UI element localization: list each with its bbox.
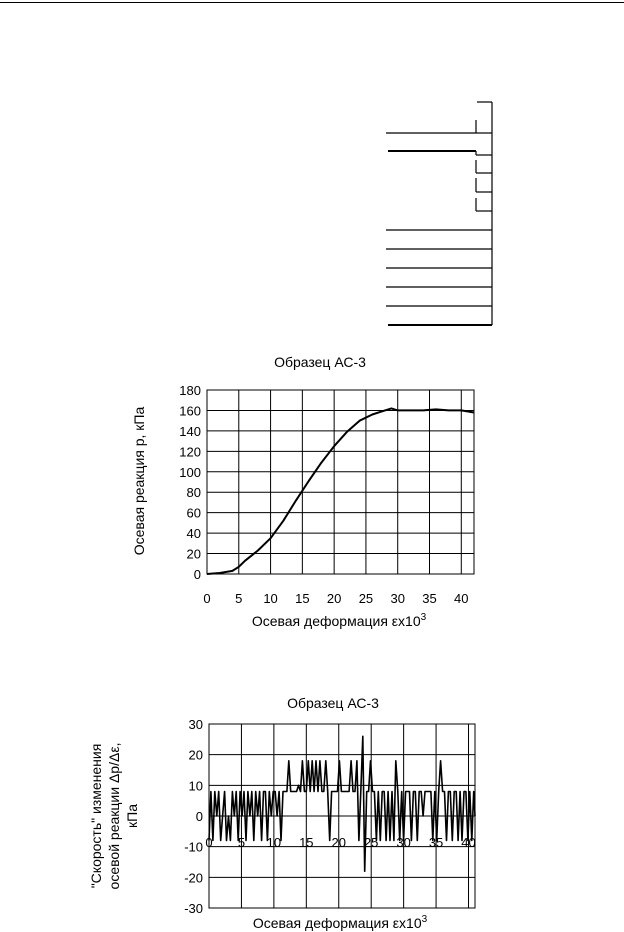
x-tick-label: 30 (390, 591, 405, 606)
y-tick-label: 20 (188, 747, 203, 763)
y-tick-label: 0 (193, 567, 201, 582)
x-tick-label: 0 (205, 835, 213, 850)
x-axis-label (252, 612, 427, 629)
x-axis-label-text: Осевая деформация εx10 (251, 613, 421, 629)
y-tick-label: 10 (188, 778, 203, 794)
chart-grid (207, 390, 474, 574)
y-tick-label: -30 (184, 901, 203, 916)
chart-reaction-rate (0, 690, 624, 932)
x-tick-label: 20 (326, 591, 342, 606)
y-axis-label: Осевая реакция р, кПа (131, 406, 147, 556)
x-tick-labels (203, 591, 468, 606)
chart-title: Образец АС-3 (274, 354, 366, 370)
y-tick-label: 40 (186, 526, 201, 542)
x-axis-label-exponent: 3 (421, 914, 428, 925)
y-tick-label: 20 (186, 546, 201, 562)
y-axis-label-line-1: "Скорость" изменения (88, 743, 104, 889)
x-tick-label: 40 (454, 591, 469, 606)
series-line (209, 736, 475, 871)
x-tick-label: 10 (266, 835, 282, 850)
x-tick-label: 25 (363, 835, 379, 850)
y-tick-label: 80 (186, 485, 201, 501)
x-tick-label: 0 (203, 591, 211, 606)
y-axis-label-line-3: кПа (124, 804, 140, 828)
y-tick-label: -20 (184, 870, 203, 886)
y-tick-label: 0 (195, 809, 203, 824)
y-tick-label: -10 (184, 839, 203, 855)
x-axis-label-text: Осевая деформация εx10 (252, 915, 422, 931)
x-tick-label: 10 (263, 591, 278, 606)
y-tick-label: 180 (179, 383, 201, 398)
y-tick-labels (184, 717, 203, 916)
plot-area-frame (207, 390, 474, 574)
x-tick-label: 35 (422, 591, 437, 606)
x-tick-label: 35 (428, 835, 444, 850)
y-axis-label-line-2: осевой реакции Δр/Δε, (106, 742, 122, 890)
y-tick-label: 100 (179, 464, 201, 480)
x-tick-label: 5 (235, 591, 243, 606)
x-tick-label: 5 (237, 835, 246, 850)
chart-series-layer (207, 408, 474, 574)
x-tick-label: 20 (331, 835, 346, 850)
y-tick-label: 30 (188, 717, 203, 732)
x-tick-label: 30 (396, 835, 411, 850)
x-tick-label: 15 (299, 835, 314, 850)
series-line (207, 408, 474, 574)
x-tick-label: 40 (461, 835, 476, 850)
chart-title: Образец АС-3 (287, 695, 379, 711)
y-tick-label: 140 (179, 423, 201, 439)
y-tick-labels (179, 383, 201, 582)
table-ruling-fragment (0, 0, 624, 340)
chart-axial-reaction (0, 350, 624, 640)
y-tick-label: 120 (179, 444, 201, 460)
x-tick-label: 15 (295, 591, 310, 606)
x-axis-label (253, 914, 428, 931)
x-tick-label: 25 (358, 591, 374, 606)
chart-series-layer (209, 736, 475, 871)
y-tick-label: 160 (179, 403, 201, 419)
x-axis-label-exponent: 3 (420, 612, 427, 623)
y-tick-label: 60 (186, 505, 201, 521)
